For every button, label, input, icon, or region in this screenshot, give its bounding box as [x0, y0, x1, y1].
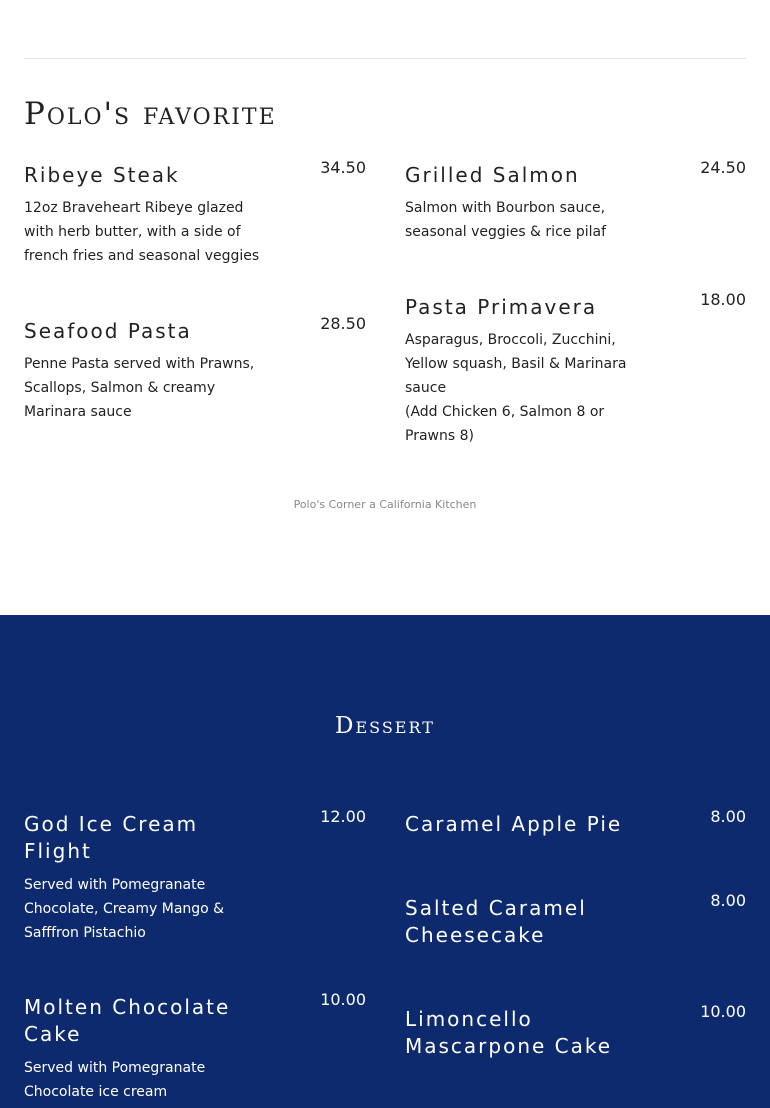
item-price: 18.00 [700, 290, 746, 309]
section-title-dessert: Dessert [335, 713, 435, 739]
menu-item-limoncello-mascarpone-cake [405, 1002, 746, 1066]
menu-item-pasta-primavera [405, 290, 746, 454]
menu-item-salted-caramel-cheesecake [405, 891, 746, 955]
item-name: Pasta Primavera [405, 295, 598, 319]
menu-item-grilled-salmon [405, 158, 746, 252]
item-price: 28.50 [320, 314, 366, 333]
menu-item-god-ice-cream-flight [24, 807, 366, 951]
menu-item-caramel-apple-pie [405, 807, 746, 851]
item-price: 34.50 [320, 158, 366, 177]
menu-item-seafood-pasta [24, 314, 366, 428]
item-description-extra: (Add Chicken 6, Salmon 8 or Prawns 8) [405, 404, 605, 444]
item-name: Salted Caramel Cheesecake [405, 896, 587, 947]
item-price: 8.00 [710, 807, 746, 826]
item-description-main: Asparagus, Broccoli, Zucchini, Yellow squash, Basil & Marinara sauce [405, 332, 627, 396]
item-description: Served with Pomegranate Chocolate, Creamy Mango & Safffron Pistachio [24, 877, 225, 941]
item-price: 12.00 [320, 807, 366, 826]
item-name: God Ice Cream Flight [24, 812, 199, 863]
item-description: Salmon with Bourbon sauce, seasonal veggies & rice pilaf [405, 200, 607, 240]
menu-item-ribeye-steak [24, 158, 366, 272]
divider [24, 58, 746, 59]
item-name: Ribeye Steak [24, 163, 180, 187]
item-price: 24.50 [700, 158, 746, 177]
section-title-favorites: Polo's favorite [24, 96, 277, 132]
item-price: 10.00 [320, 990, 366, 1009]
item-name: Seafood Pasta [24, 319, 192, 343]
item-description: 12oz Braveheart Ribeye glazed with herb butter, with a side of french fries and seasonal veggies [24, 200, 260, 264]
dessert-section [0, 615, 770, 1108]
item-price: 8.00 [710, 891, 746, 910]
item-name: Limoncello Mascarpone Cake [405, 1007, 613, 1058]
item-description: Served with Pomegranate Chocolate ice cream [24, 1060, 206, 1100]
item-name: Molten Chocolate Cake [24, 995, 231, 1046]
item-description [405, 328, 650, 448]
item-name: Grilled Salmon [405, 163, 580, 187]
footer-restaurant-name: Polo's Corner a California Kitchen [293, 498, 477, 511]
item-price: 10.00 [700, 1002, 746, 1021]
item-name: Caramel Apple Pie [405, 812, 623, 836]
item-description: Penne Pasta served with Prawns, Scallops, Salmon & creamy Marinara sauce [24, 356, 255, 420]
menu-item-molten-chocolate-cake [24, 990, 366, 1108]
